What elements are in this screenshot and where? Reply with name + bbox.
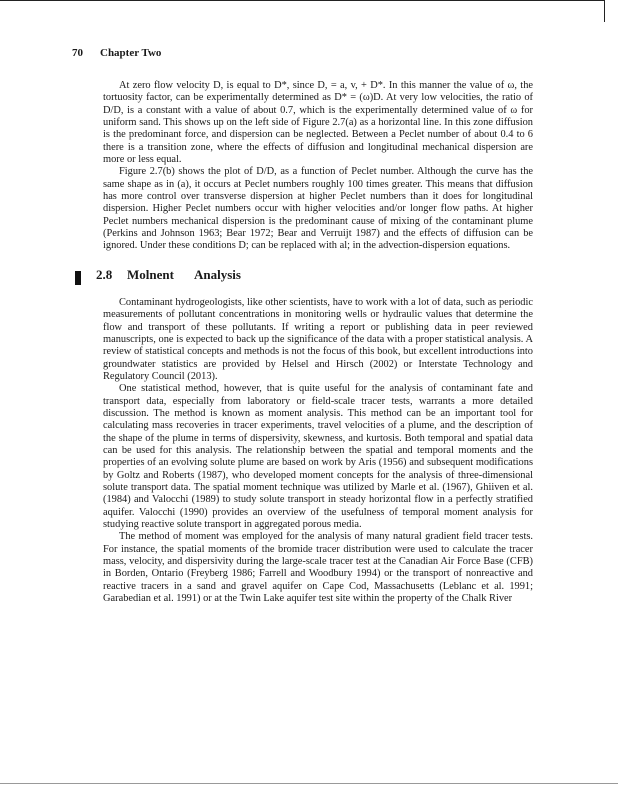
paragraph-tortuosity: At zero flow velocity D, is equal to D*, since D, = a, v, + D*. In this manner the value of ω, the tortuosity factor, can be experimentally determined as D* = (ω)D. At very low velocities, the ratio of D/D, is a constant with a value of about 0.7, which is the experimentally determined value of ω for uniform sand. This shows up on the left side of Figure 2.7(a) as a horizontal line. In this zone diffusion is the predominant force, and dispersion can be neglected. Between a Peclet number of about 0.4 to 6 there is a transition zone, where the effects of diffusion and longitudinal mechanical dispersion are more or less equal. [103,80,533,166]
section-number: 2.8 [96,266,113,282]
section-title-word1: Molnent [127,266,174,282]
page-body [96,80,533,605]
section-marker-icon [75,271,81,285]
section-heading [96,266,533,287]
chapter-title: Chapter Two [100,47,162,59]
page-number: 70 [72,47,83,59]
paragraph-moment-method: One statistical method, however, that is quite useful for the analysis of contaminant fate and transport data, especially from laboratory or field-scale tracer tests, warrants a more detailed discussion. The method is known as moment analysis. This method can be an important tool for calculating mass recoveries in tracer experiments, travel velocities of a plume, and the description of the shape of the plume in terms of dispersivity, skewness, and kurtosis. Both temporal and spatial data can be used for this analysis. The relationship between the spatial and temporal moments and the properties of an evolving solute plume are based on work by Aris (1956) and subsequent modifications by Goltz and Roberts (1987), who developed moment concepts for the analysis of three-dimensional solute transport data. The spatial moment technique was utilized by Marle et al. (1967), Ghiiven et al. (1984) and Valocchi (1989) to study solute transport in steady horizontal flow in a perfectly stratified aquifer. Valocchi (1990) provides an overview of the usefulness of temporal moment analysis for studying reactive solute transport in aggregated porous media. [103,383,533,530]
page-bottom-rule [0,783,618,784]
page-top-rule [0,0,604,1]
paragraph-tracer-tests: The method of moment was employed for the analysis of many natural gradient field tracer tests. For instance, the spatial moments of the bromide tracer distribution were used to calculate the tracer mass, velocity, and dispersivity during the large-scale tracer test at the Canadian Air Force Base (CFB) in Borden, Ontario (Freyberg 1986; Farrell and Woodbury 1994) or the transport of nonreactive and reactive tracers in a sand and gravel aquifer on Cape Cod, Massachusetts (Leblanc et al. 1991; Garabedian et al. 1991) or at the Twin Lake aquifer test site within the property of the Chalk River [103,531,533,605]
paragraph-statistics: Contaminant hydrogeologists, like other scientists, have to work with a lot of data, such as periodic measurements of pollutant concentrations in monitoring wells or hydraulic values that determine the flow and transport of these pollutants. If writing a report or publishing data in peer reviewed manuscripts, one is expected to back up the significance of the data with a proper statistical analysis. A review of statistical concepts and methods is not the focus of this book, but excellent introductions into groundwater statistics are provided by Helsel and Hirsch (2002) or Interstate Technology and Regulatory Council (2013). [103,296,533,382]
paragraph-transverse: Figure 2.7(b) shows the plot of D/D, as a function of Peclet number. Although the curve has the same shape as in (a), it occurs at Peclet numbers roughly 100 times greater. This means that diffusion has more control over transverse dispersion at higher Peclet numbers than it does for longitudinal dispersion. Higher Peclet numbers occur with higher velocities and/or longer flow paths. At higher Peclet numbers mechanical dispersion is the predominant cause of mixing of the contaminant plume (Perkins and Johnson 1963; Bear 1972; Bear and Verruijt 1987) and the effects of diffusion can be ignored. Under these conditions D; can be replaced with al; in the advection-dispersion equations. [103,166,533,252]
running-header [72,47,161,59]
page-corner-rule [604,0,605,22]
section-title-word2: Analysis [194,266,241,282]
